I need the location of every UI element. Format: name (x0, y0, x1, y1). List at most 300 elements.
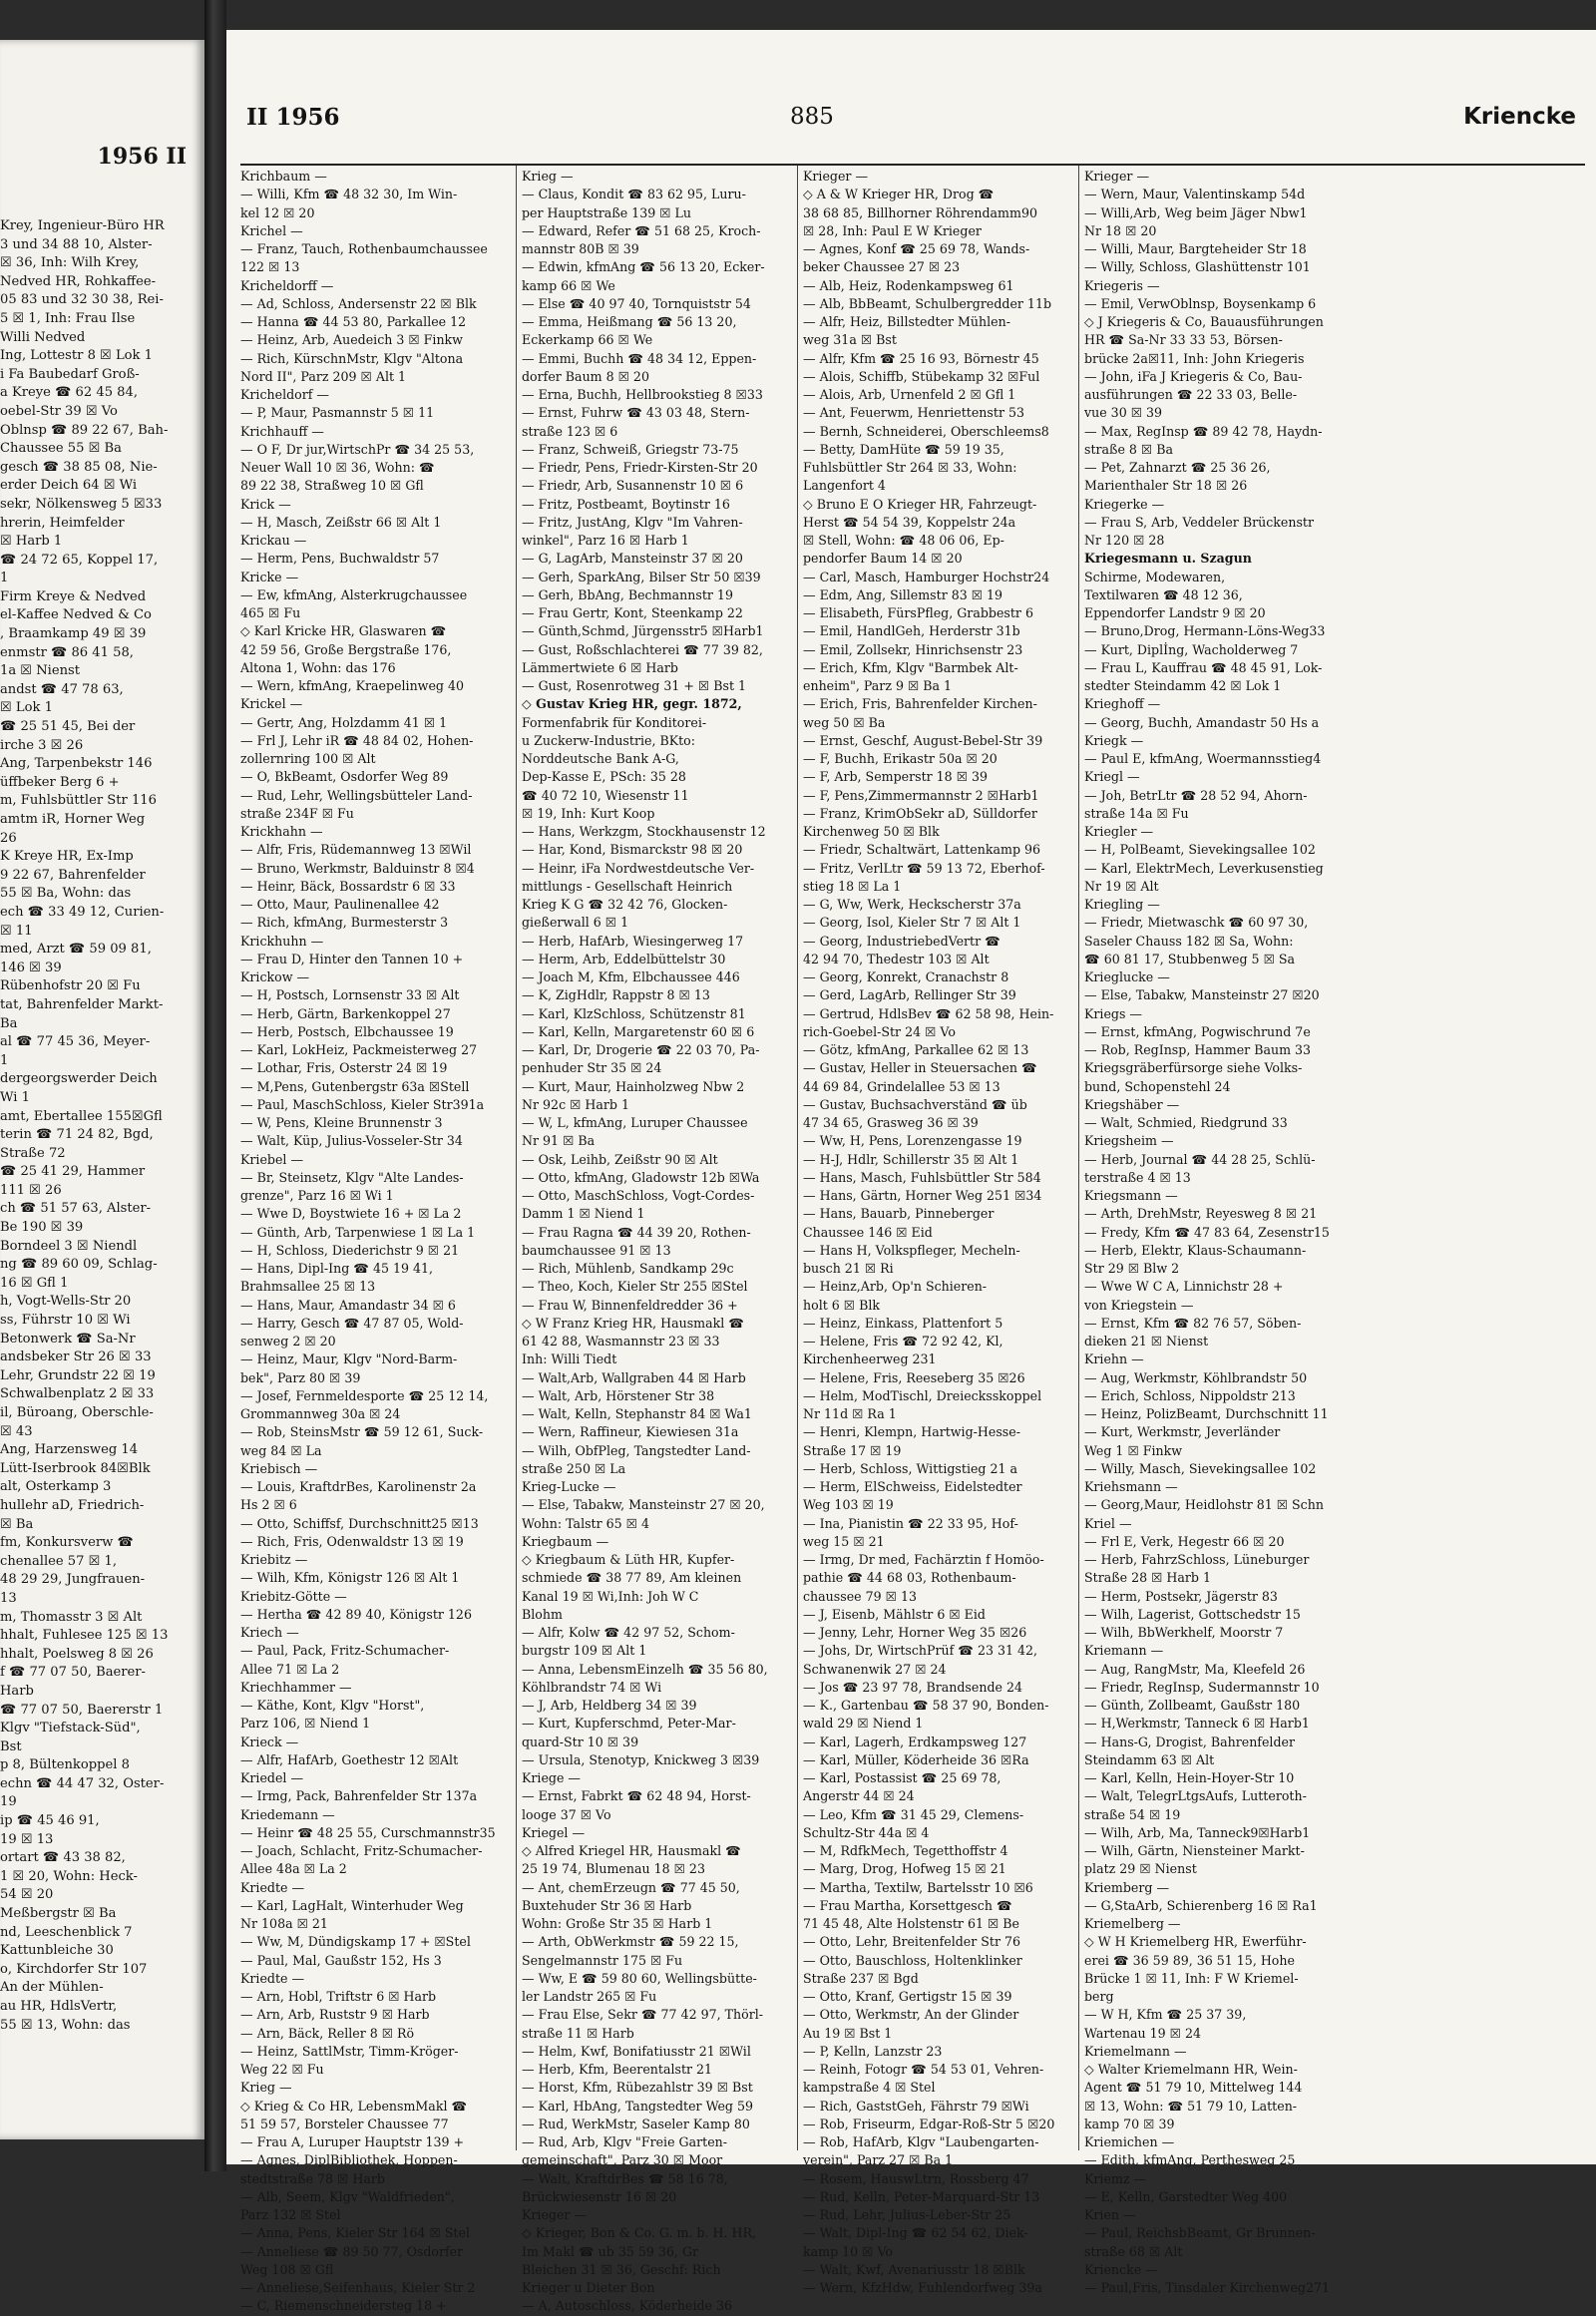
directory-entry-line: — Alois, Schiffb, Stübekamp 32 ☒Ful (803, 368, 1040, 384)
directory-entry-line: Kriedel — (240, 1770, 304, 1785)
left-page-entry-line: Kattunbleiche 30 (0, 1943, 114, 1959)
directory-entry-line: Nr 11d ☒ Ra 1 (803, 1406, 897, 1421)
left-page-entry-line: Borndeel 3 ☒ Niendl (0, 1238, 138, 1254)
left-page-entry-line: ☒ 43 (0, 1423, 33, 1439)
directory-entry-line: — Ad, Schloss, Andersenstr 22 ☒ Blk (240, 295, 477, 311)
left-page-entry-line: f ☎ 77 07 50, Baerer- (0, 1665, 146, 1681)
directory-entry-line: — Wern, Maur, Valentinskamp 54d (1084, 187, 1306, 202)
directory-entry-line: — Otto, Maur, Paulinenallee 42 (240, 897, 440, 912)
directory-entry-line: — Hanna ☎ 44 53 80, Parkallee 12 (240, 314, 467, 329)
left-page-entry-line: il, Büroang, Oberschle- (0, 1405, 154, 1420)
directory-entry-line: — Ernst, Geschf, August-Bebel-Str 39 (803, 732, 1043, 748)
left-page-entry-line: ☎ 25 41 29, Hammer (0, 1164, 146, 1180)
directory-entry-line: 42 94 70, Thedestr 103 ☒ Alt (803, 951, 990, 966)
directory-entry-line: — Rud, Kelln, Peter-Marquard-Str 13 (803, 2188, 1040, 2204)
directory-entry-line: — W H, Kfm ☎ 25 37 39, (1084, 2007, 1247, 2023)
directory-entry-line: Kriech — (240, 1625, 299, 1640)
directory-entry-line: — Louis, KraftdrBes, Karolinenstr 2a (240, 1479, 477, 1494)
directory-entry-line: — Hans-G, Drogist, Bahrenfelder (1084, 1734, 1295, 1749)
directory-entry-line: — Joh, BetrLtr ☎ 28 52 94, Ahorn- (1084, 787, 1308, 803)
left-page-entry-line: 13 (0, 1590, 17, 1606)
directory-entry-line: busch 21 ☒ Ri (803, 1261, 894, 1276)
directory-entry-line: erei ☎ 36 59 89, 36 51 15, Hohe (1084, 1952, 1295, 1968)
directory-entry-line: — Ww, E ☎ 59 80 60, Wellingsbütte- (522, 1970, 757, 1986)
left-page-entry-line: Chaussee 55 ☒ Ba (0, 441, 122, 457)
directory-entry-line: — Otto, Werkmstr, An der Glinder (803, 2007, 1019, 2023)
directory-entry-line: — Erna, Buchh, Hellbrookstieg 8 ☒33 (522, 387, 763, 402)
directory-entry-line: Straße 237 ☒ Bgd (803, 1970, 919, 1986)
directory-entry-line: Krickel — (240, 696, 303, 712)
left-page-entry-line: hhalt, Poelsweg 8 ☒ 26 (0, 1646, 154, 1662)
directory-entry-line: berg (1084, 1989, 1114, 2004)
directory-entry-line: Krieg — (240, 2080, 292, 2096)
directory-entry-line: Krieg — (522, 169, 574, 184)
directory-entry-line: — W, Pens, Kleine Brunnenstr 3 (240, 1115, 443, 1130)
directory-entry-line: Wohn: Große Str 35 ☒ Harb 1 (522, 1916, 713, 1931)
directory-entry-line: — Walt, Kwf, Avenariusstr 18 ☒Blk (803, 2261, 1025, 2277)
directory-entry-line: ausführungen ☎ 22 33 03, Belle- (1084, 387, 1298, 402)
left-page-entry-line: ☒ 11 (0, 923, 33, 939)
directory-entry-line: brücke 2a☒11, Inh: John Kriegeris (1084, 350, 1305, 366)
directory-entry-line: Schirme, Modewaren, (1084, 569, 1226, 584)
left-page-entry-line: el-Kaffee Nedved & Co (0, 607, 152, 623)
directory-entry-line: Parz 106, ☒ Niend 1 (240, 1716, 371, 1732)
directory-entry-line: — H, Postsch, Lornsenstr 33 ☒ Alt (240, 987, 460, 1003)
directory-entry-line: ◇ J Kriegeris & Co, Bauausführungen (1084, 314, 1324, 329)
left-page-entry-line: Ang, Tarpenbekstr 146 (0, 756, 153, 772)
left-page-entry-line: hhalt, Fuhlesee 125 ☒ 13 (0, 1628, 169, 1644)
left-page-entry-line: Wi 1 (0, 1089, 30, 1105)
left-page-entry-line: andsbeker Str 26 ☒ 33 (0, 1350, 152, 1365)
directory-entry-line: Kriegl — (1084, 769, 1140, 785)
directory-entry-line: — Wern, kfmAng, Kraepelinweg 40 (240, 678, 465, 693)
directory-entry-line: — Br, Steinsetz, Klgv "Alte Landes- (240, 1169, 464, 1185)
directory-entry-line: Weg 1 ☒ Finkw (1084, 1442, 1183, 1458)
directory-entry-line: — Aug, Werkmstr, Köhlbrandstr 50 (1084, 1369, 1308, 1385)
directory-entry-line: Marienthaler Str 18 ☒ 26 (1084, 478, 1248, 494)
directory-entry-line: Kanal 19 ☒ Wi,Inh: Joh W C (522, 1588, 699, 1604)
directory-entry-line: Nr 92c ☒ Harb 1 (522, 1096, 630, 1112)
directory-entry-line: Fuhlsbüttler Str 264 ☒ 33, Wohn: (803, 460, 1017, 475)
directory-entry-line: Grommannweg 30a ☒ 24 (240, 1406, 401, 1421)
directory-entry-line: straße 54 ☒ 19 (1084, 1806, 1181, 1822)
directory-entry-line: 51 59 57, Borsteler Chaussee 77 (240, 2116, 449, 2131)
directory-entry-line: — Gertrud, HdlsBev ☎ 62 58 98, Hein- (803, 1005, 1054, 1021)
directory-entry-line: — Walt, Küp, Julius-Vosseler-Str 34 (240, 1133, 463, 1149)
left-page-entry-line: m, Fuhlsbüttler Str 116 (0, 793, 157, 809)
directory-entry-line: ◇ W Franz Krieg HR, Hausmakl ☎ (522, 1315, 744, 1331)
directory-entry-line: — Else, Tabakw, Mansteinstr 27 ☒20 (1084, 987, 1320, 1003)
directory-entry-line: — M,Pens, Gutenbergstr 63a ☒Stell (240, 1078, 470, 1094)
directory-entry-line: — Fritz, JustAng, Klgv "Im Vahren- (522, 514, 743, 530)
directory-entry-line: — Ernst, Fabrkt ☎ 62 48 94, Horst- (522, 1788, 751, 1804)
directory-entry-line: — Gustav, Buchsachverständ ☎ üb (803, 1096, 1027, 1112)
directory-entry-line: — K, ZigHdlr, Rappstr 8 ☒ 13 (522, 987, 710, 1003)
left-page-entry-line: ☒ Lok 1 (0, 700, 53, 716)
directory-entry-line: — Alfr, HafArb, Goethestr 12 ☒Alt (240, 1751, 459, 1767)
left-page-entry-line: i Fa Baubedarf Groß- (0, 366, 140, 382)
left-page-entry-line: ng ☎ 89 60 09, Schlag- (0, 1257, 158, 1273)
directory-entry-line: Nr 108a ☒ 21 (240, 1916, 328, 1931)
left-page-entry-line: tat, Bahrenfelder Markt- (0, 996, 164, 1012)
left-page-entry-line: hullehr aD, Friedrich- (0, 1497, 145, 1513)
directory-entry-line: 61 42 88, Wasmannstr 23 ☒ 33 (522, 1334, 720, 1349)
directory-entry-line: — C, Riemenschneidersteg 18 + (240, 2298, 447, 2314)
directory-entry-line: bek", Parz 80 ☒ 39 (240, 1369, 361, 1385)
directory-entry-line: — Max, RegInsp ☎ 89 42 78, Haydn- (1084, 423, 1323, 439)
directory-entry-line: — Alfr, Kolw ☎ 42 97 52, Schom- (522, 1625, 735, 1640)
directory-entry-line: Nr 120 ☒ 28 (1084, 533, 1165, 548)
left-page-entry-line: al ☎ 77 45 36, Meyer- (0, 1034, 151, 1050)
directory-entry-line: — Edm, Ang, Sillemstr 83 ☒ 19 (803, 586, 1003, 602)
directory-entry-line: — O F, Dr jur,WirtschPr ☎ 34 25 53, (240, 441, 475, 457)
directory-entry-line: ☒ Stell, Wohn: ☎ 48 06 06, Ep- (803, 533, 1004, 548)
directory-entry-line: — Rud, Lehr, Julius-Leber-Str 25 (803, 2207, 1011, 2222)
directory-entry-line: 47 34 65, Grasweg 36 ☒ 39 (803, 1115, 979, 1130)
directory-entry-line: rich-Goebel-Str 24 ☒ Vo (803, 1023, 956, 1039)
left-page-entry-line: , Braamkamp 49 ☒ 39 (0, 626, 147, 642)
directory-entry-line: — Hans H, Volkspfleger, Mecheln- (803, 1242, 1020, 1258)
directory-entry-line: — Bernh, Schneiderei, Oberschleems8 (803, 423, 1049, 439)
directory-entry-line: Krieg K G ☎ 32 42 76, Glocken- (522, 897, 728, 912)
directory-entry-line: — Joach, Schlacht, Fritz-Schumacher- (240, 1843, 483, 1858)
directory-entry-line: — H, Masch, Zeißstr 66 ☒ Alt 1 (240, 514, 442, 530)
left-page-entry-line: 1 (0, 571, 9, 586)
directory-entry-line: Nr 19 ☒ Alt (1084, 878, 1159, 894)
directory-entry-line: mannstr 80B ☒ 39 (522, 241, 639, 256)
directory-entry-line: — Joach M, Kfm, Elbchaussee 446 (522, 969, 740, 984)
left-page-entry-line: Ba (0, 1015, 18, 1031)
directory-entry-line: — Hans, Werkzgm, Stockhausenstr 12 (522, 824, 766, 839)
directory-entry-line: — O, BkBeamt, Osdorfer Weg 89 (240, 769, 449, 785)
directory-entry-line: — Heinr ☎ 48 25 55, Curschmannstr35 (240, 1824, 496, 1840)
directory-entry-line: Krickau — (240, 533, 307, 548)
directory-column-2 (522, 168, 793, 2314)
directory-entry-line: — Ernst, Fuhrw ☎ 43 03 48, Stern- (522, 405, 750, 421)
directory-entry-line: Kriegler — (1084, 824, 1154, 839)
directory-entry-line: 42 59 56, Große Bergstraße 176, (240, 641, 452, 657)
directory-entry-line: baumchaussee 91 ☒ 13 (522, 1242, 671, 1258)
column-divider (1078, 166, 1079, 2150)
left-page-entry-line: Nedved HR, Rohkaffee- (0, 273, 157, 289)
directory-entry-line: straße 123 ☒ 6 (522, 423, 618, 439)
directory-entry-line: — Helm, Kwf, Bonifatiusstr 21 ☒Wil (522, 2043, 751, 2059)
directory-entry-line: — Frau D, Hinter den Tannen 10 + (240, 951, 464, 966)
directory-entry-line: Kriegs — (1084, 1005, 1143, 1021)
directory-entry-line: — Rich, Mühlenb, Sandkamp 29c (522, 1261, 734, 1276)
directory-entry-line: Herst ☎ 54 54 39, Koppelstr 24a (803, 514, 1016, 530)
directory-entry-line: holt 6 ☒ Blk (803, 1297, 881, 1313)
directory-entry-line: — Heinz, Einkass, Plattenfort 5 (803, 1315, 1003, 1331)
left-page-entry-line: ☒ 36, Inh: Wilh Krey, (0, 255, 140, 271)
directory-entry-line: — Walt, Kelln, Stephanstr 84 ☒ Wa1 (522, 1406, 752, 1421)
directory-entry-line: — Otto, MaschSchloss, Vogt-Cordes- (522, 1188, 755, 1203)
directory-entry-line: — Jos ☎ 23 97 78, Brandsende 24 (803, 1679, 1022, 1695)
directory-entry-line: Altona 1, Wohn: das 176 (240, 659, 396, 675)
directory-entry-line: Kriebisch — (240, 1460, 318, 1476)
directory-entry-line: 71 45 48, Alte Holstenstr 61 ☒ Be (803, 1916, 1019, 1931)
directory-entry-line: — Kurt, Maur, Hainholzweg Nbw 2 (522, 1078, 745, 1094)
left-page-entry-line: Meßbergstr ☒ Ba (0, 1906, 117, 1922)
directory-entry-line: — Erich, Fris, Bahrenfelder Kirchen- (803, 696, 1037, 712)
directory-entry-line: Kricheldorff — (240, 277, 334, 293)
directory-entry-line: — Frau Else, Sekr ☎ 77 42 97, Thörl- (522, 2007, 764, 2023)
directory-entry-line: ☒ 13, Wohn: ☎ 51 79 10, Latten- (1084, 2098, 1298, 2114)
directory-entry-line: — Helene, Fris, Reeseberg 35 ☒26 (803, 1369, 1025, 1385)
directory-entry-line: Eckerkamp 66 ☒ We (522, 332, 653, 348)
directory-entry-line: Brückwiesenstr 16 ☒ 20 (522, 2188, 677, 2204)
directory-entry-line: ◇ W H Kriemelberg HR, Ewerführ- (1084, 1934, 1307, 1950)
directory-entry-line: — F, Arb, Semperstr 18 ☒ 39 (803, 769, 989, 785)
directory-entry-line: — Ww, M, Dündigskamp 17 + ☒Stel (240, 1934, 471, 1950)
directory-entry-line: — Alfr, Kfm ☎ 25 16 93, Börnestr 45 (803, 350, 1039, 366)
directory-entry-line: Brahmsallee 25 ☒ 13 (240, 1279, 376, 1295)
directory-entry-line: — Agnes, Konf ☎ 25 69 78, Wands- (803, 241, 1030, 256)
directory-entry-line: straße 14a ☒ Fu (1084, 805, 1189, 821)
directory-entry-line: — H, PolBeamt, Sievekingsallee 102 (1084, 842, 1316, 858)
directory-entry-line: — Georg, IndustriebedVertr ☎ (803, 933, 1000, 949)
directory-entry-line: — Rich, KürschnMstr, Klgv "Altona (240, 350, 464, 366)
directory-entry-line: ◇ A & W Krieger HR, Drog ☎ (803, 187, 995, 202)
directory-entry-line: ☒ 19, Inh: Kurt Koop (522, 805, 655, 821)
directory-entry-line: Blohm (522, 1606, 563, 1622)
directory-entry-line: HR ☎ Sa-Nr 33 33 53, Börsen- (1084, 332, 1283, 348)
left-page-entry-line: 1 (0, 1052, 9, 1068)
directory-entry-line: Au 19 ☒ Bst 1 (803, 2025, 893, 2041)
directory-entry-line: — Frau Ragna ☎ 44 39 20, Rothen- (522, 1224, 751, 1240)
directory-entry-line: — Irmg, Pack, Bahrenfelder Str 137a (240, 1788, 478, 1804)
directory-entry-line: — Arn, Arb, Ruststr 9 ☒ Harb (240, 2007, 430, 2023)
directory-entry-line: — Franz, KrimObSekr aD, Sülldorfer (803, 805, 1037, 821)
directory-entry-line: Weg 103 ☒ 19 (803, 1497, 894, 1513)
directory-entry-line: — Karl, Dr, Drogerie ☎ 22 03 70, Pa- (522, 1042, 760, 1057)
directory-entry-line: — Anneliese ☎ 89 50 77, Osdorfer (240, 2243, 464, 2259)
directory-entry-line: Neuer Wall 10 ☒ 36, Wohn: ☎ (240, 460, 435, 475)
directory-entry-line: — Wilh, BbWerkhelf, Moorstr 7 (1084, 1625, 1284, 1640)
page-number: 885 (790, 104, 834, 130)
directory-entry-line: Nr 91 ☒ Ba (522, 1133, 596, 1149)
directory-entry-line: — Hans, Masch, Fuhlsbüttler Str 584 (803, 1169, 1041, 1185)
directory-entry-line: — Ursula, Stenotyp, Knickweg 3 ☒39 (522, 1751, 760, 1767)
directory-entry-line: — Rosem, HauswLtrn, Rossberg 47 (803, 2170, 1029, 2186)
directory-entry-line: Buxtehuder Str 36 ☒ Harb (522, 1897, 692, 1913)
directory-entry-line: — Walt, Schmied, Riedgrund 33 (1084, 1115, 1288, 1130)
directory-entry-line: Kriemichen — (1084, 2134, 1175, 2149)
left-page-entry-line: irche 3 ☒ 26 (0, 737, 84, 753)
directory-entry-line: stieg 18 ☒ La 1 (803, 878, 902, 894)
directory-entry-line: Kriegbaum — (522, 1533, 609, 1549)
directory-entry-line: — Hans, Gärtn, Horner Weg 251 ☒34 (803, 1188, 1042, 1203)
left-page-entry-line: 19 (0, 1794, 17, 1810)
directory-entry-line: Bleichen 31 ☒ 36, Geschf: Rich (522, 2261, 721, 2277)
directory-entry-line: — Bruno, Werkmstr, Balduinstr 8 ☒4 (240, 860, 475, 876)
directory-entry-line: — Herb, Gärtn, Barkenkoppel 27 (240, 1005, 451, 1021)
directory-entry-line: — Gust, Roßschlachterei ☎ 77 39 82, (522, 641, 763, 657)
directory-entry-line: — Rob, HafArb, Klgv "Laubengarten- (803, 2134, 1039, 2149)
directory-entry-line: — Willi, Maur, Bargteheider Str 18 (1084, 241, 1307, 256)
left-page-entry-line: ☎ 77 07 50, Baererstr 1 (0, 1702, 164, 1718)
directory-entry-line: kamp 70 ☒ 39 (1084, 2116, 1175, 2131)
directory-entry-line: — Gustav, Heller in Steuersachen ☎ (803, 1060, 1037, 1076)
directory-entry-line: — H, Schloss, Diederichstr 9 ☒ 21 (240, 1242, 460, 1258)
directory-entry-line: — Paul, Mal, Gaußstr 152, Hs 3 (240, 1952, 442, 1968)
directory-entry-line: — Herb, Kfm, Beerentalstr 21 (522, 2062, 713, 2077)
directory-entry-line: — Pet, Zahnarzt ☎ 25 36 26, (1084, 460, 1271, 475)
directory-entry-line: — Edwin, kfmAng ☎ 56 13 20, Ecker- (522, 259, 765, 275)
directory-entry-line: Kriedte — (240, 1970, 305, 1986)
left-page-fragment (0, 40, 204, 2139)
directory-entry-line: weg 31a ☒ Bst (803, 332, 897, 348)
left-page-entry-line: 48 29 29, Jungfrauen- (0, 1572, 146, 1588)
directory-entry-line: — Walt, TelegrLtgsAufs, Lutteroth- (1084, 1788, 1307, 1804)
directory-entry-line: weg 84 ☒ La (240, 1442, 322, 1458)
directory-entry-line: — Arn, Bäck, Reller 8 ☒ Rö (240, 2025, 415, 2041)
left-page-entry-line: Oblnsp ☎ 89 22 67, Bah- (0, 422, 169, 438)
directory-entry-line: — Betty, DamHüte ☎ 59 19 35, (803, 441, 1004, 457)
directory-entry-line: — Friedr, RegInsp, Sudermannstr 10 (1084, 1679, 1320, 1695)
left-page-entry-line: 9 22 67, Bahrenfelder (0, 867, 146, 883)
directory-entry-line: Krieglucke — (1084, 969, 1170, 984)
directory-entry-line: — Emmi, Buchh ☎ 48 34 12, Eppen- (522, 350, 757, 366)
directory-entry-line: — Ew, kfmAng, Alsterkrugchaussee (240, 586, 468, 602)
directory-entry-line: Dep-Kasse E, PSch: 35 28 (522, 769, 686, 785)
directory-entry-line: ◇ Karl Kricke HR, Glaswaren ☎ (240, 623, 447, 639)
directory-entry-line: — Gust, Rosenrotweg 31 + ☒ Bst 1 (522, 678, 747, 693)
left-page-entry-line: terin ☎ 71 24 82, Bgd, (0, 1127, 154, 1143)
directory-entry-line: Krickhahn — (240, 824, 323, 839)
directory-entry-line: Kriebitz-Götte — (240, 1588, 347, 1604)
directory-entry-line: — Günth, Arb, Tarpenwiese 1 ☒ La 1 (240, 1224, 476, 1240)
directory-entry-line: — G,StaArb, Schierenberg 16 ☒ Ra1 (1084, 1897, 1318, 1913)
directory-entry-line: — Heinz, Maur, Klgv "Nord-Barm- (240, 1351, 458, 1367)
directory-entry-line: Formenfabrik für Konditorei- (522, 714, 707, 730)
left-page-entry-line: ☎ 24 72 65, Koppel 17, (0, 552, 159, 568)
directory-entry-line: — Theo, Koch, Kieler Str 255 ☒Stel (522, 1279, 748, 1295)
directory-entry-line: — Franz, Schweiß, Griegstr 73-75 (522, 441, 739, 457)
left-page-entry-line: echn ☎ 44 47 32, Oster- (0, 1775, 165, 1791)
directory-entry-line: vue 30 ☒ 39 (1084, 405, 1163, 421)
directory-entry-line: ◇ Bruno E O Krieger HR, Fahrzeugt- (803, 496, 1037, 512)
directory-entry-line: — Helene, Fris ☎ 72 92 42, Kl, (803, 1334, 1003, 1349)
directory-entry-line: — E, Kelln, Garstedter Weg 400 (1084, 2188, 1288, 2204)
directory-entry-line: — Willi, Kfm ☎ 48 32 30, Im Win- (240, 187, 458, 202)
left-page-entry-line: m, Thomasstr 3 ☒ Alt (0, 1609, 143, 1625)
left-page-entry-line: 1 ☒ 20, Wohn: Heck- (0, 1868, 138, 1884)
directory-entry-line: enheim", Parz 9 ☒ Ba 1 (803, 678, 953, 693)
directory-entry-line: — G, Ww, Werk, Heckscherstr 37a (803, 897, 1021, 912)
directory-entry-line: — Frl J, Lehr iR ☎ 48 84 02, Hohen- (240, 732, 474, 748)
directory-entry-line: dieken 21 ☒ Nienst (1084, 1334, 1209, 1349)
directory-entry-line: Krieger — (1084, 169, 1150, 184)
directory-entry-line: 465 ☒ Fu (240, 605, 301, 620)
directory-entry-line: Weg 22 ☒ Fu (240, 2062, 324, 2077)
left-page-entry-line: 111 ☒ 26 (0, 1182, 62, 1198)
directory-entry-line: — Rob, SteinsMstr ☎ 59 12 61, Suck- (240, 1424, 484, 1440)
directory-entry-line: Steindamm 63 ☒ Alt (1084, 1751, 1215, 1767)
directory-entry-line: — Horst, Kfm, Rübezahlstr 39 ☒ Bst (522, 2080, 753, 2096)
directory-entry-line: zollernring 100 ☒ Alt (240, 751, 376, 766)
left-page-entry-line: a Kreye ☎ 62 45 84, (0, 385, 139, 401)
directory-entry-line: — Götz, kfmAng, Parkallee 62 ☒ 13 (803, 1042, 1029, 1057)
directory-entry-line: — Herb, Journal ☎ 44 28 25, Schlü- (1084, 1151, 1316, 1167)
directory-entry-line: ◇ Alfred Kriegel HR, Hausmakl ☎ (522, 1843, 741, 1858)
directory-entry-line: Kriegerke — (1084, 496, 1165, 512)
directory-entry-line: — Karl, Lagerh, Erdkampsweg 127 (803, 1734, 1027, 1749)
directory-entry-line: — Frau A, Luruper Hauptstr 139 + (240, 2134, 465, 2149)
directory-entry-line: Textilwaren ☎ 48 12 36, (1084, 586, 1243, 602)
directory-entry-line: Kriegk — (1084, 732, 1144, 748)
left-page-entry-line: Bst (0, 1738, 22, 1754)
left-page-entry-line: hrerin, Heimfelder (0, 515, 125, 531)
directory-entry-line: Saseler Chauss 182 ☒ Sa, Wohn: (1084, 933, 1294, 949)
directory-entry-line: — Willy, Masch, Sievekingsallee 102 (1084, 1460, 1317, 1476)
directory-entry-line: — Herb, HafArb, Wiesingerweg 17 (522, 933, 744, 949)
directory-entry-line: — Rob, Friseurm, Edgar-Roß-Str 5 ☒20 (803, 2116, 1055, 2131)
directory-entry-line: — Friedr, Pens, Friedr-Kirsten-Str 20 (522, 460, 758, 475)
directory-entry-line: Allee 48a ☒ La 2 (240, 1861, 347, 1877)
left-page-entry-line: ch ☎ 51 57 63, Alster- (0, 1201, 152, 1217)
directory-entry-line: — Günth, Zollbeamt, Gaußstr 180 (1084, 1698, 1301, 1713)
directory-entry-line: — Else, Tabakw, Mansteinstr 27 ☒ 20, (522, 1497, 765, 1513)
directory-entry-line: — Georg, Buchh, Amandastr 50 Hs a (1084, 714, 1320, 730)
directory-entry-line: — Anna, Pens, Kieler Str 164 ☒ Stel (240, 2225, 470, 2241)
directory-entry-line: — Ant, Feuerwm, Henriettenstr 53 (803, 405, 1024, 421)
directory-entry-line: quard-Str 10 ☒ 39 (522, 1734, 639, 1749)
directory-entry-line: — Rud, Lehr, Wellingsbütteler Land- (240, 787, 473, 803)
directory-entry-line: straße 234F ☒ Fu (240, 805, 354, 821)
directory-entry-line: — Wilh, Arb, Ma, Tanneck9☒Harb1 (1084, 1824, 1311, 1840)
directory-entry-line: — Karl, KlzSchloss, Schützenstr 81 (522, 1005, 746, 1021)
left-page-entry-line: p 8, Bültenkoppel 8 (0, 1757, 130, 1773)
header-rule (240, 164, 1585, 166)
directory-entry-line: Krick — (240, 496, 291, 512)
directory-entry-line: — Georg,Maur, Heidlohstr 81 ☒ Schn (1084, 1497, 1324, 1513)
directory-entry-line: beker Chaussee 27 ☒ 23 (803, 259, 961, 275)
directory-entry-line: — Hans, Dipl-Ing ☎ 45 19 41, (240, 1261, 434, 1276)
directory-entry-line: — Paul, ReichsbBeamt, Gr Brunnen- (1084, 2225, 1316, 2241)
directory-entry-line: — Anna, LebensmEinzelh ☎ 35 56 80, (522, 1661, 768, 1677)
directory-entry-line: — Willy, Schloss, Glashüttenstr 101 (1084, 259, 1311, 275)
directory-entry-line: — Arth, DrehMstr, Reyesweg 8 ☒ 21 (1084, 1206, 1318, 1222)
left-page-entry-line: amtm iR, Horner Weg (0, 812, 146, 827)
directory-entry-line: 122 ☒ 13 (240, 259, 300, 275)
directory-entry-line: — Fritz, VerlLtr ☎ 59 13 72, Eberhof- (803, 860, 1045, 876)
directory-entry-line: — M, RdfkMech, Tegetthoffstr 4 (803, 1843, 1008, 1858)
directory-entry-line: — Emil, VerwOblnsp, Boysenkamp 6 (1084, 295, 1317, 311)
directory-entry-line: ◇ Gustav Krieg HR, gegr. 1872, (522, 696, 742, 712)
left-page-entry-line: Firm Kreye & Nedved (0, 588, 147, 604)
directory-entry-line: — Ww, H, Pens, Lorenzengasse 19 (803, 1133, 1022, 1149)
running-header-year: II 1956 (246, 104, 340, 131)
column-divider (797, 166, 798, 2150)
left-page-entry-line: med, Arzt ☎ 59 09 81, (0, 942, 152, 958)
directory-entry-line: Brücke 1 ☒ 11, Inh: F W Kriemel- (1084, 1970, 1299, 1986)
directory-entry-line: — Arn, Hobl, Triftstr 6 ☒ Harb (240, 1989, 437, 2004)
directory-entry-line: — Johs, Dr, WirtschPrüf ☎ 23 31 42, (803, 1643, 1038, 1659)
directory-entry-line: weg 50 ☒ Ba (803, 714, 886, 730)
directory-entry-line: — Wern, KfzHdw, Fuhlendorfweg 39a (803, 2280, 1042, 2295)
directory-entry-line: — Edward, Refer ☎ 51 68 25, Kroch- (522, 222, 761, 238)
directory-entry-line: — Gerh, BbAng, Bechmannstr 19 (522, 586, 733, 602)
directory-entry-line: — Josef, Fernmeldesporte ☎ 25 12 14, (240, 1387, 489, 1403)
directory-entry-line: — Arth, ObWerkmstr ☎ 59 22 15, (522, 1934, 739, 1950)
directory-entry-line: — Heinz, PolizBeamt, Durchschnitt 11 (1084, 1406, 1329, 1421)
directory-entry-line: Wartenau 19 ☒ 24 (1084, 2025, 1201, 2041)
directory-entry-line: — Kurt, Werkmstr, Jeverländer (1084, 1424, 1281, 1440)
directory-entry-line: 38 68 85, Billhorner Röhrendamm90 (803, 204, 1037, 220)
left-page-entry-line: Krey, Ingenieur-Büro HR (0, 218, 165, 233)
directory-entry-line: — Har, Kond, Bismarckstr 98 ☒ 20 (522, 842, 743, 858)
